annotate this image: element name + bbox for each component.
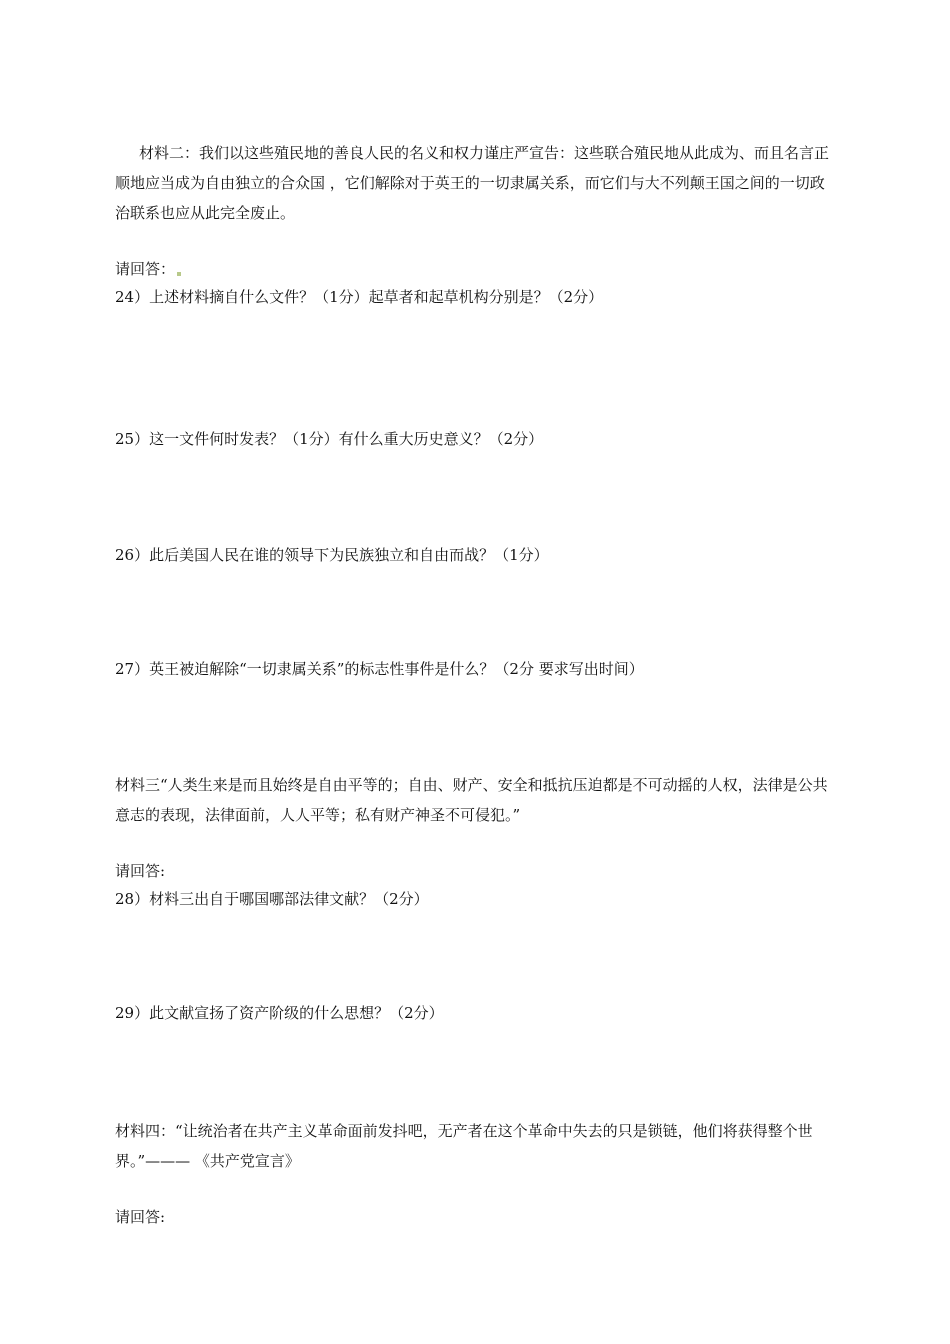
answer-prompt bbox=[115, 258, 181, 280]
question-25: 25）这一文件何时发表？（1分）有什么重大历史意义？（2分） bbox=[115, 430, 544, 448]
question-29: 29）此文献宣扬了资产阶级的什么思想？（2分） bbox=[115, 1004, 444, 1022]
question-28: 28）材料三出自于哪国哪部法律文献？（2分） bbox=[115, 890, 429, 908]
scan-artifact-mark bbox=[177, 272, 181, 276]
question-24: 24）上述材料摘自什么文件？（1分）起草者和起草机构分别是？（2分） bbox=[115, 288, 604, 306]
material-four-paragraph: 材料四：“让统治者在共产主义革命面前发抖吧，无产者在这个革命中失去的只是锁链，他们将获得整个世界。”——— 《共产党宣言》 bbox=[115, 1122, 813, 1170]
answer-prompt-label: 请回答： bbox=[115, 260, 176, 278]
material-three-paragraph: 材料三“人类生来是而且始终是自由平等的；自由、财产、安全和抵抗压迫都是不可动摇的人权，法律是公共意志的表现，法律面前，人人平等；私有财产神圣不可侵犯。” bbox=[115, 776, 828, 824]
material-two-paragraph: 材料二：我们以这些殖民地的善良人民的名义和权力谨庄严宣告：这些联合殖民地从此成为、而且名言正顺地应当成为自由独立的合众国 ，它们解除对于英王的一切隶属关系，而它们与大不列颠王国之间的一切政治联系也应从此完全废止。 bbox=[115, 144, 830, 222]
answer-prompt: 请回答: bbox=[115, 862, 166, 880]
answer-prompt: 请回答: bbox=[115, 1208, 166, 1226]
question-27: 27）英王被迫解除“一切隶属关系”的标志性事件是什么？（2分 要求写出时间） bbox=[115, 660, 644, 678]
question-26: 26）此后美国人民在谁的领导下为民族独立和自由而战？（1分） bbox=[115, 546, 549, 564]
